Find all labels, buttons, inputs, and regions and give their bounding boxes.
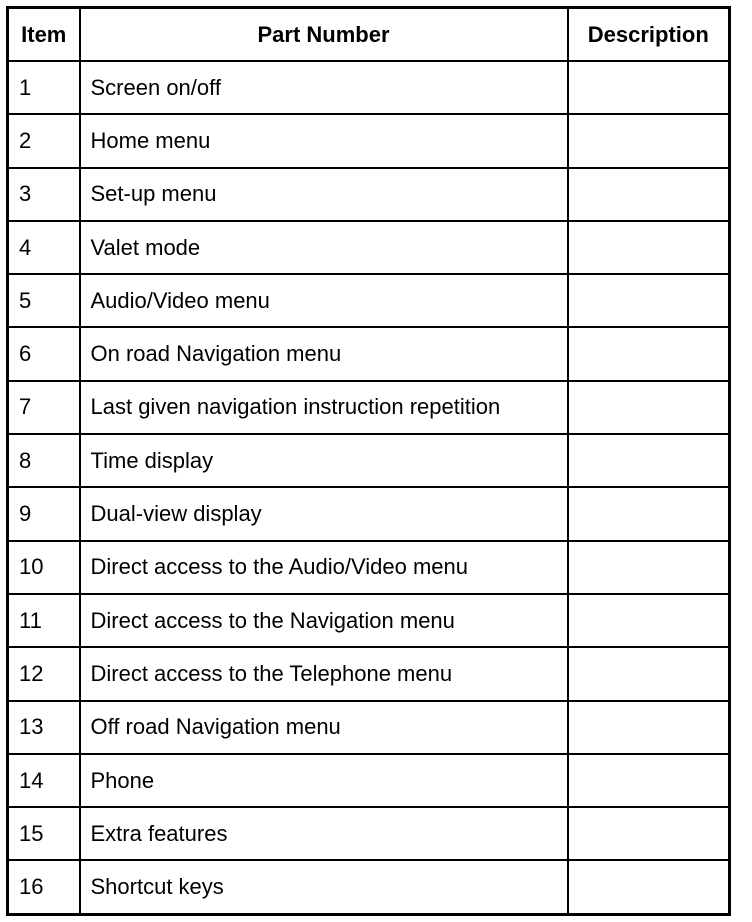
part-number-cell: Direct access to the Navigation menu [80, 594, 568, 647]
item-number-cell: 7 [8, 381, 80, 434]
item-number-cell: 5 [8, 274, 80, 327]
table-row [8, 487, 730, 540]
part-number-cell: Direct access to the Audio/Video menu [80, 541, 568, 594]
item-number-cell: 9 [8, 487, 80, 540]
table-row [8, 647, 730, 700]
table-header [8, 8, 730, 62]
description-cell [568, 168, 730, 221]
item-number-cell: 15 [8, 807, 80, 860]
table-row [8, 61, 730, 114]
table-row [8, 114, 730, 167]
header-description: Description [568, 8, 730, 62]
part-number-cell: Time display [80, 434, 568, 487]
description-cell [568, 807, 730, 860]
part-number-cell: Direct access to the Telephone menu [80, 647, 568, 700]
item-number-cell: 16 [8, 860, 80, 914]
item-number-cell: 6 [8, 327, 80, 380]
table-row [8, 541, 730, 594]
part-number-cell: On road Navigation menu [80, 327, 568, 380]
table-row [8, 381, 730, 434]
part-number-cell: Extra features [80, 807, 568, 860]
description-cell [568, 434, 730, 487]
description-cell [568, 61, 730, 114]
table-row [8, 221, 730, 274]
table-row [8, 701, 730, 754]
table-row [8, 754, 730, 807]
item-number-cell: 1 [8, 61, 80, 114]
item-number-cell: 12 [8, 647, 80, 700]
description-cell [568, 381, 730, 434]
part-number-cell: Last given navigation instruction repetition [80, 381, 568, 434]
item-number-cell: 8 [8, 434, 80, 487]
table-row [8, 168, 730, 221]
header-part-number: Part Number [80, 8, 568, 62]
table-row [8, 807, 730, 860]
description-cell [568, 594, 730, 647]
part-number-cell: Set-up menu [80, 168, 568, 221]
description-cell [568, 274, 730, 327]
item-number-cell: 3 [8, 168, 80, 221]
description-cell [568, 114, 730, 167]
part-number-cell: Home menu [80, 114, 568, 167]
header-item: Item [8, 8, 80, 62]
item-number-cell: 11 [8, 594, 80, 647]
description-cell [568, 221, 730, 274]
header-row [8, 8, 730, 62]
table-row [8, 274, 730, 327]
item-number-cell: 2 [8, 114, 80, 167]
table-row [8, 860, 730, 914]
description-cell [568, 754, 730, 807]
item-number-cell: 13 [8, 701, 80, 754]
description-cell [568, 860, 730, 914]
item-number-cell: 4 [8, 221, 80, 274]
part-number-cell: Dual-view display [80, 487, 568, 540]
table-body [8, 61, 730, 915]
part-number-cell: Phone [80, 754, 568, 807]
description-cell [568, 647, 730, 700]
item-number-cell: 14 [8, 754, 80, 807]
parts-table [6, 6, 731, 916]
description-cell [568, 541, 730, 594]
part-number-cell: Shortcut keys [80, 860, 568, 914]
part-number-cell: Screen on/off [80, 61, 568, 114]
description-cell [568, 487, 730, 540]
part-number-cell: Audio/Video menu [80, 274, 568, 327]
part-number-cell: Valet mode [80, 221, 568, 274]
table-row [8, 434, 730, 487]
table-row [8, 327, 730, 380]
part-number-cell: Off road Navigation menu [80, 701, 568, 754]
item-number-cell: 10 [8, 541, 80, 594]
description-cell [568, 327, 730, 380]
table-row [8, 594, 730, 647]
description-cell [568, 701, 730, 754]
